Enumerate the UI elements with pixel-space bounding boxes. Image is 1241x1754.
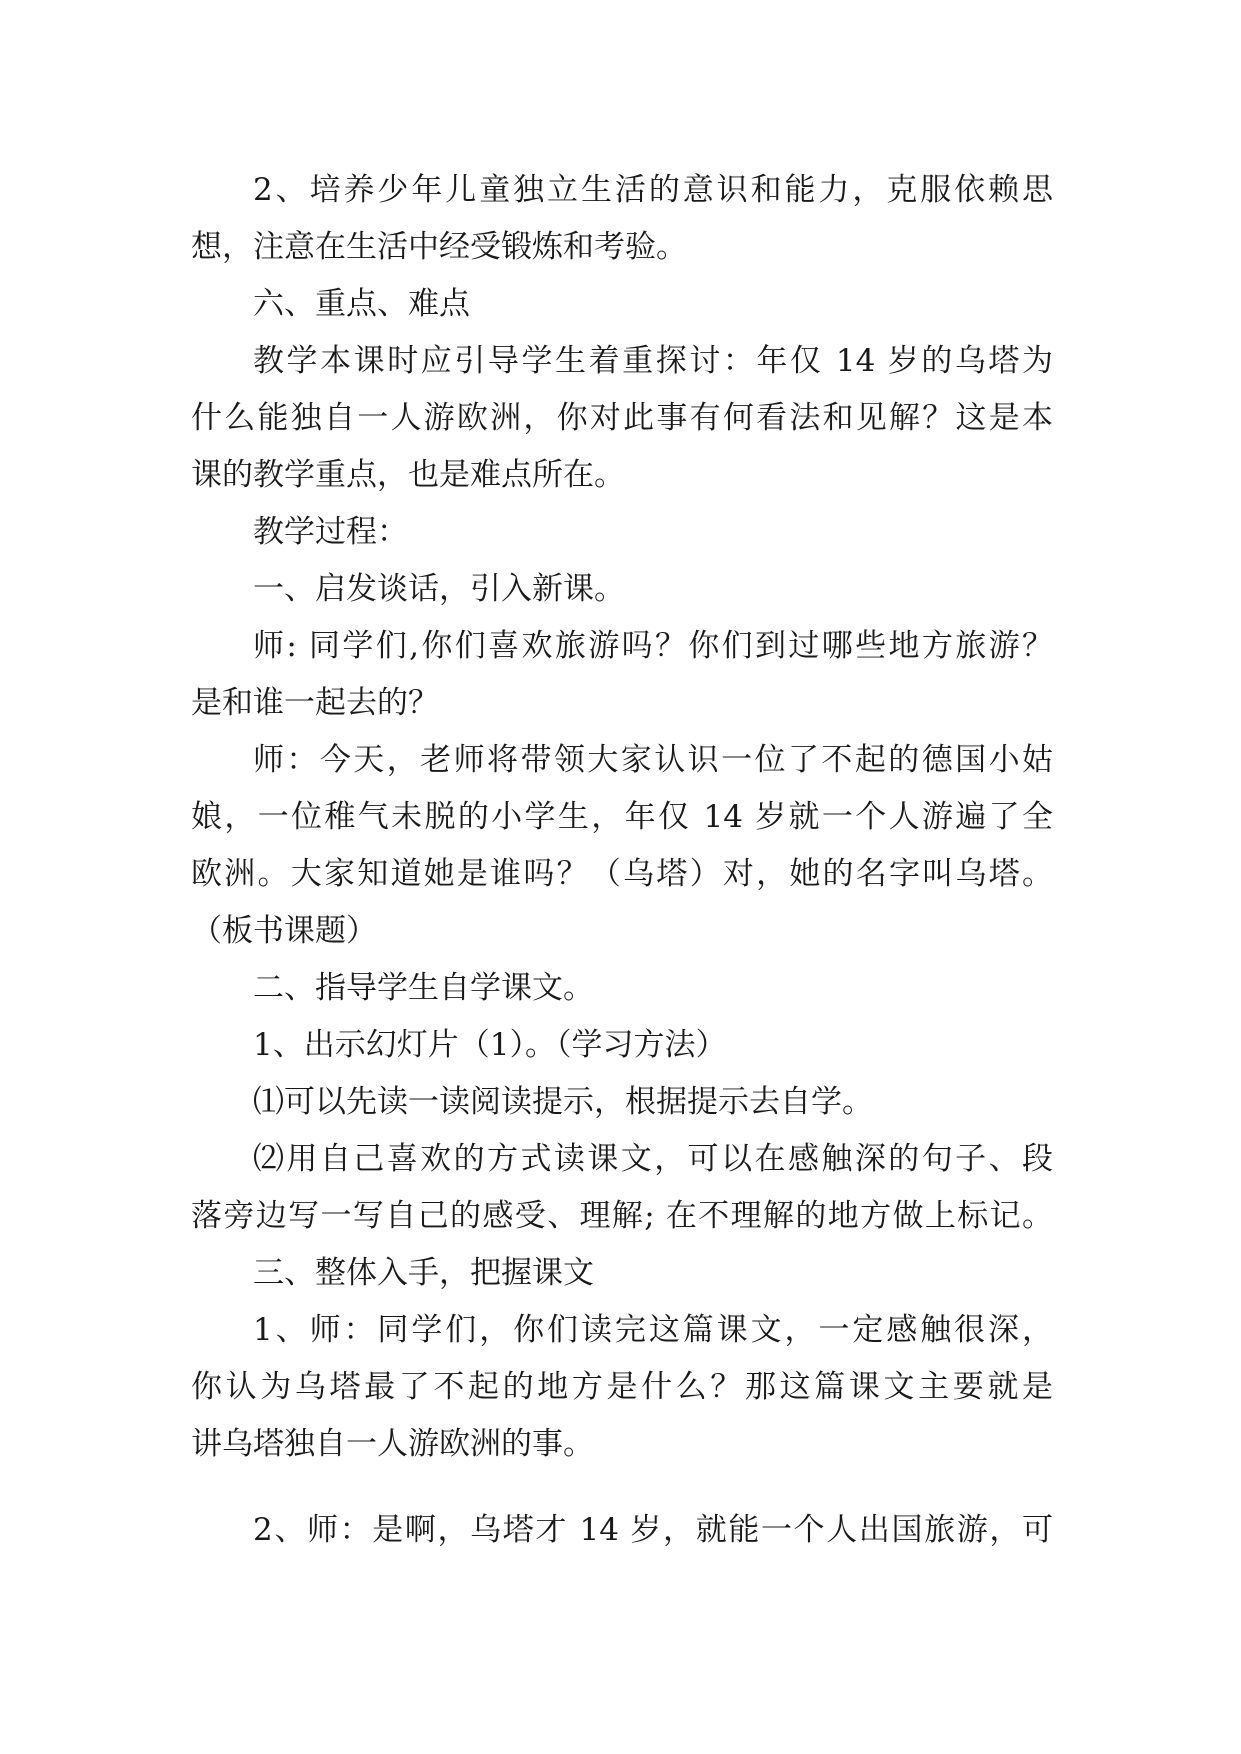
text-line: [0, 217, 1241, 277]
section-heading: 六、重点、难点: [253, 286, 470, 322]
text-line: [0, 787, 1241, 847]
text-line: [0, 958, 1241, 1018]
paragraph-line: 2、师：是啊，乌塔才 14 岁，就能一个人出国旅游，可: [253, 1512, 1053, 1548]
text-line: [0, 673, 1241, 733]
paragraph-line: 1、师：同学们，你们读完这篇课文，一定感触很深，: [253, 1312, 1053, 1348]
text-line: [0, 445, 1241, 505]
paragraph-line: 教学本课时应引导学生着重探讨：年仅 14 岁的乌塔为: [253, 343, 1053, 379]
paragraph-line: 欧洲。大家知道她是谁吗？（乌塔）对，她的名字叫乌塔。: [191, 856, 1053, 892]
paragraph-line: 课的教学重点，也是难点所在。: [191, 457, 625, 493]
paragraph-line: 1、出示幻灯片（1）。（学习方法）: [253, 1027, 727, 1063]
paragraph-line: 什么能独自一人游欧洲，你对此事有何看法和见解？这是本: [191, 400, 1053, 436]
paragraph-line: 想，注意在生活中经受锻炼和考验。: [191, 229, 687, 265]
text-line: [0, 730, 1241, 790]
paragraph-line: 2、培养少年儿童独立生活的意识和能力，克服依赖思: [253, 172, 1053, 208]
paragraph-line: 是和谁一起去的？: [191, 685, 439, 721]
paragraph-line: （板书课题）: [191, 913, 377, 949]
text-line: [0, 559, 1241, 619]
text-line: [0, 616, 1241, 676]
section-heading: 教学过程：: [253, 514, 408, 550]
text-line: [0, 160, 1241, 220]
paragraph-line: 师: 同学们,你们喜欢旅游吗？你们到过哪些地方旅游？: [253, 628, 1053, 664]
text-line: [0, 274, 1241, 334]
section-heading: 二、指导学生自学课文。: [253, 970, 594, 1006]
text-line: [0, 1186, 1241, 1246]
text-line: [0, 844, 1241, 904]
text-line: [0, 331, 1241, 391]
text-line: [0, 901, 1241, 961]
text-line: [0, 388, 1241, 448]
text-line: [0, 1500, 1241, 1560]
text-line: [0, 1357, 1241, 1417]
text-line: [0, 1072, 1241, 1132]
paragraph-line: 你认为乌塔最了不起的地方是什么？那这篇课文主要就是: [191, 1369, 1053, 1405]
section-heading: 三、整体入手，把握课文: [253, 1255, 594, 1291]
text-line: [0, 1243, 1241, 1303]
paragraph-line: ⑵用自己喜欢的方式读课文，可以在感触深的句子、段: [253, 1141, 1053, 1177]
paragraph-line: 娘，一位稚气未脱的小学生，年仅 14 岁就一个人游遍了全: [191, 799, 1053, 835]
paragraph-line: 落旁边写一写自己的感受、理解; 在不理解的地方做上标记。: [191, 1198, 1053, 1234]
text-line: [0, 1414, 1241, 1474]
text-line: [0, 1300, 1241, 1360]
text-line: [0, 1129, 1241, 1189]
text-line: [0, 1015, 1241, 1075]
paragraph-line: 师：今天，老师将带领大家认识一位了不起的德国小姑: [253, 742, 1053, 778]
section-heading: 一、启发谈话，引入新课。: [253, 571, 625, 607]
paragraph-line: 讲乌塔独自一人游欧洲的事。: [191, 1426, 594, 1462]
paragraph-line: ⑴可以先读一读阅读提示，根据提示去自学。: [253, 1084, 873, 1120]
text-line: [0, 502, 1241, 562]
